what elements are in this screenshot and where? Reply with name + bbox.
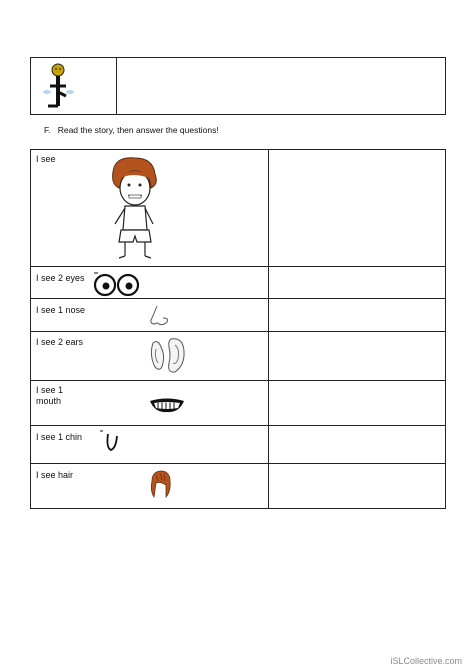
mouth-icon — [149, 398, 185, 414]
watermark: iSLCollective.com — [390, 656, 462, 666]
row-divider — [30, 266, 446, 267]
hair-icon — [148, 469, 172, 501]
main-table-divider — [268, 149, 269, 509]
row-label: I see — [36, 154, 56, 164]
row-label: I see 1 nose — [36, 305, 86, 315]
row-label: I see 1 chin — [36, 432, 83, 442]
row-divider — [30, 463, 446, 464]
row-divider — [30, 425, 446, 426]
row-label: I see hair — [36, 470, 74, 480]
main-table — [30, 149, 446, 509]
top-table-divider — [116, 57, 117, 115]
row-divider — [30, 331, 446, 332]
row-divider — [30, 298, 446, 299]
top-table — [30, 57, 446, 115]
chin-icon — [100, 428, 122, 456]
row-label: I see 2 ears — [36, 337, 84, 347]
instruction-text: Read the story, then answer the questions! — [57, 125, 219, 135]
cartoon-boy-icon — [103, 154, 163, 262]
row-divider — [30, 380, 446, 381]
instruction — [44, 125, 219, 135]
stick-figure-icon — [40, 62, 80, 112]
row-label: I see 1 mouth — [36, 385, 64, 406]
nose-icon — [147, 304, 173, 328]
instruction-marker: F. — [44, 125, 51, 135]
ears-icon — [147, 335, 187, 375]
row-label: I see 2 eyes — [36, 273, 85, 283]
eyes-icon — [93, 272, 141, 298]
